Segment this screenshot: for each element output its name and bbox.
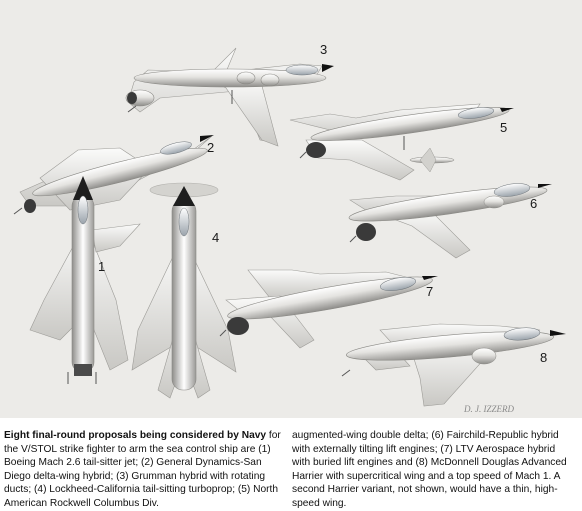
small-aircraft — [410, 148, 454, 172]
aircraft-1 — [30, 176, 140, 384]
aircraft-3 — [126, 48, 334, 146]
caption-left-column — [4, 429, 284, 511]
aircraft-5 — [290, 101, 514, 180]
aircraft-6 — [348, 180, 552, 258]
label-4: 4 — [212, 230, 220, 245]
label-3: 3 — [320, 42, 328, 57]
label-2: 2 — [207, 140, 215, 155]
label-1: 1 — [98, 259, 106, 274]
artist-signature: D. J. IZZERD — [464, 404, 514, 414]
caption-right-body: augmented-wing double delta; (6) Fairchild-Republic hybrid with externally tilting lift engines; (7) LTV Aerospace hybrid with buried lift engines and (8) McDonnell Douglas Advanced Harrier with supercritical wing and a top speed of Mach 1. A second Harrier variant, not shown, would have a thin, high-speed wing. — [292, 430, 567, 509]
aircraft-4 — [132, 183, 236, 398]
caption-right-column — [292, 429, 576, 511]
figure-caption — [0, 429, 582, 511]
label-5: 5 — [500, 120, 508, 135]
label-7: 7 — [426, 284, 434, 299]
label-6: 6 — [530, 196, 538, 211]
label-8: 8 — [540, 350, 548, 365]
caption-left-body: for the V/STOL strike fighter to arm the sea control ship are (1) Boeing Mach 2.6 tail-sitter jet; (2) General Dynamics-San Diego delta-wing hybrid; (3) Grumman hybrid with rotating ducts; (4) Lockheed-California tail-sitting turboprop; (5) North American Rockwell Columbus Div. — [4, 430, 281, 509]
caption-lead: Eight final-round proposals being considered by Navy — [4, 430, 267, 441]
aircraft-8 — [342, 324, 566, 406]
